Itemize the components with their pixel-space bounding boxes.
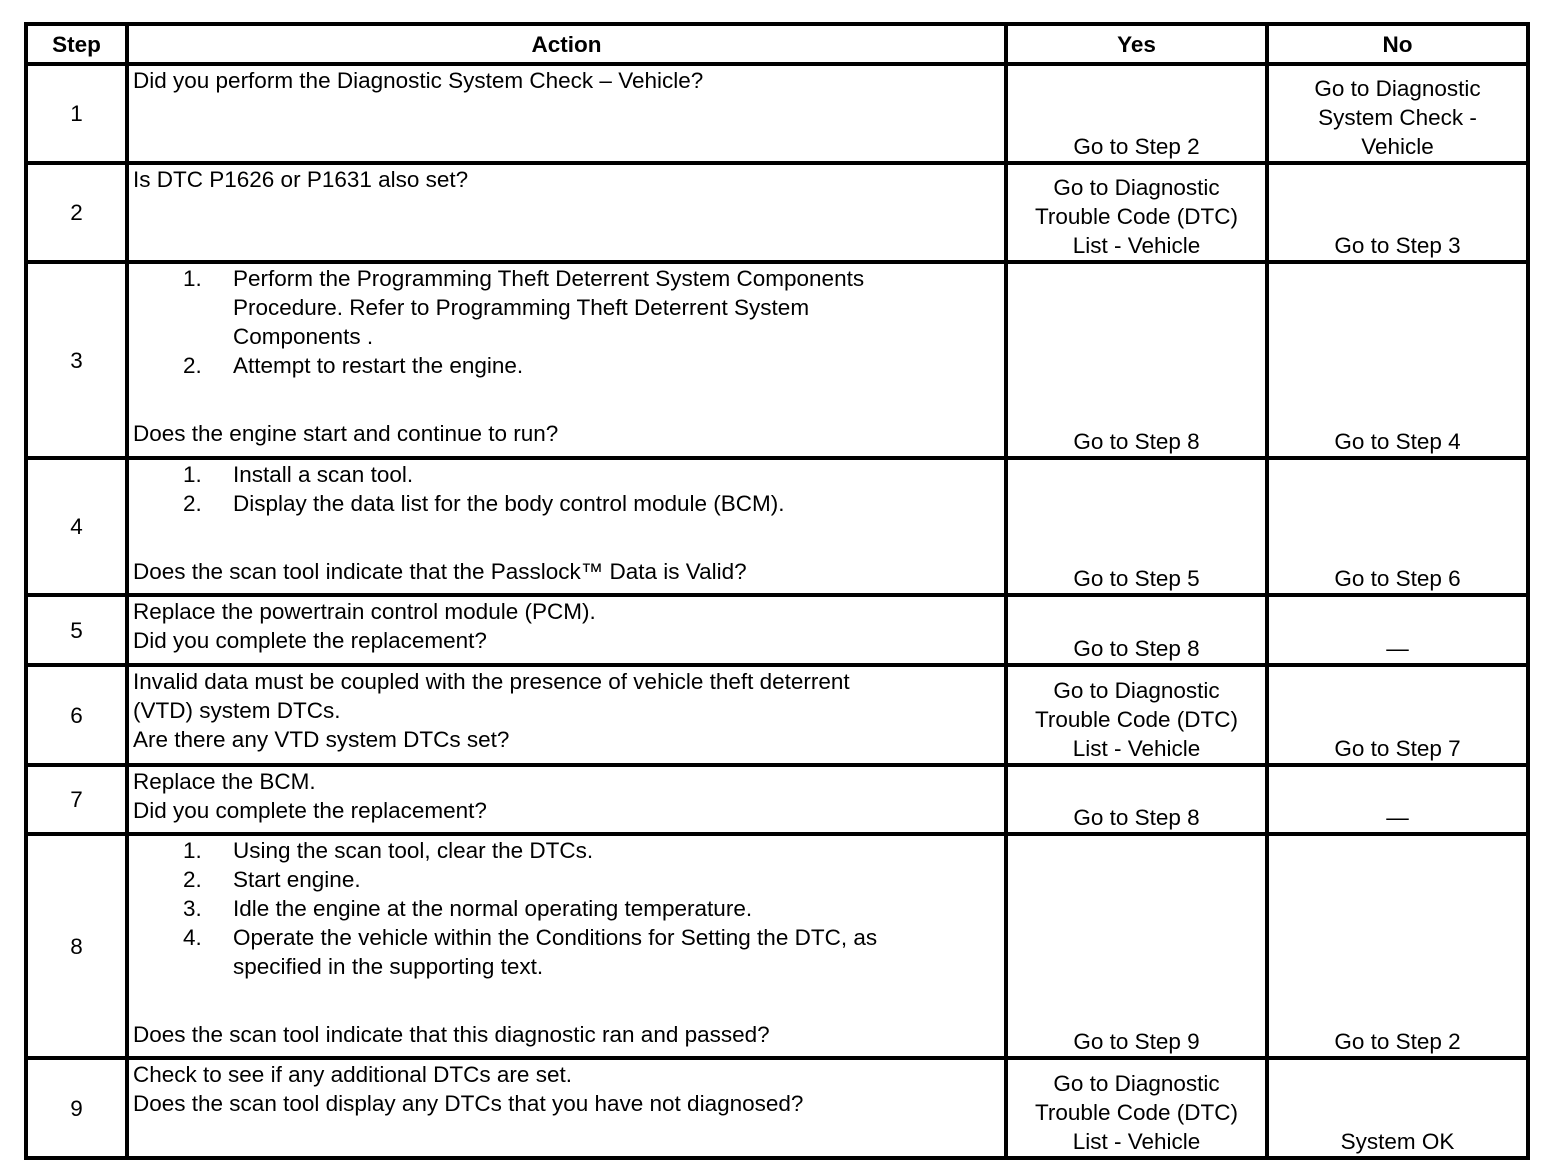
action-text: Check to see if any additional DTCs are set. (133, 1062, 572, 1087)
header-step: Step (26, 24, 127, 64)
action-cell (127, 163, 1006, 262)
no-line: Vehicle (1361, 134, 1434, 159)
no-result: System OK (1340, 1129, 1455, 1154)
diagnostic-table (24, 22, 1530, 1160)
action-text: Replace the BCM. (133, 769, 316, 794)
no-cell (1267, 765, 1528, 834)
table-row (26, 458, 1528, 595)
procedure-text: Components . (233, 324, 374, 349)
action-cell (127, 765, 1006, 834)
procedure-text: Display the data list for the body control module (BCM). (233, 491, 785, 516)
yes-link[interactable]: Go to Step 8 (1073, 429, 1200, 454)
yes-cell (1006, 665, 1267, 765)
step-number: 9 (26, 1058, 127, 1158)
yes-cell (1006, 458, 1267, 595)
step-number: 1 (26, 64, 127, 163)
header-action: Action (127, 24, 1006, 64)
action-cell (127, 665, 1006, 765)
procedure-number: 1. (183, 266, 202, 291)
procedure-text: specified in the supporting text. (233, 954, 544, 979)
yes-link[interactable]: Go to Step 2 (1073, 134, 1200, 159)
action-cell (127, 458, 1006, 595)
no-cell (1267, 665, 1528, 765)
procedure-number: 4. (183, 925, 202, 950)
yes-link[interactable]: Go to Step 8 (1073, 805, 1200, 830)
procedure-number: 1. (183, 838, 202, 863)
step-number: 6 (26, 665, 127, 765)
procedure-list (133, 264, 1000, 380)
table-row (26, 163, 1528, 262)
procedure-step (133, 865, 1000, 894)
procedure-text: Using the scan tool, clear the DTCs. (233, 838, 594, 863)
yes-cell (1006, 262, 1267, 458)
procedure-step (133, 460, 1000, 489)
procedure-number: 2. (183, 491, 202, 516)
action-question: Does the scan tool indicate that the Passlock™ Data is Valid? (133, 559, 747, 584)
yes-line: Trouble Code (DTC) (1035, 707, 1238, 732)
step-number: 8 (26, 834, 127, 1058)
action-cell (127, 834, 1006, 1058)
action-cell (127, 262, 1006, 458)
no-line: System Check - (1318, 105, 1477, 130)
no-cell (1267, 458, 1528, 595)
table-row (26, 834, 1528, 1058)
action-question: Did you perform the Diagnostic System Check – Vehicle? (133, 68, 704, 93)
action-question: Does the scan tool indicate that this diagnostic ran and passed? (133, 1022, 770, 1047)
action-question: Is DTC P1626 or P1631 also set? (133, 167, 469, 192)
procedure-list (133, 836, 1000, 981)
procedure-text: Idle the engine at the normal operating temperature. (233, 896, 753, 921)
table-row (26, 665, 1528, 765)
procedure-text: Perform the Programming Theft Deterrent System Components (233, 266, 865, 291)
no-cell (1267, 1058, 1528, 1158)
yes-link[interactable] (1012, 676, 1261, 763)
yes-line: Trouble Code (DTC) (1035, 204, 1238, 229)
yes-cell (1006, 64, 1267, 163)
table-row (26, 1058, 1528, 1158)
action-cell (127, 1058, 1006, 1158)
yes-link[interactable]: Go to Step 9 (1073, 1029, 1200, 1054)
procedure-text: Attempt to restart the engine. (233, 353, 524, 378)
yes-line: Go to Diagnostic (1053, 1071, 1220, 1096)
yes-line: Trouble Code (DTC) (1035, 1100, 1238, 1125)
table-row (26, 64, 1528, 163)
procedure-step (133, 836, 1000, 865)
step-number: 7 (26, 765, 127, 834)
yes-cell (1006, 1058, 1267, 1158)
no-dash: — (1386, 636, 1409, 661)
no-cell (1267, 64, 1528, 163)
header-row (26, 24, 1528, 64)
action-cell (127, 64, 1006, 163)
no-link[interactable]: Go to Step 3 (1334, 233, 1461, 258)
procedure-text: Install a scan tool. (233, 462, 414, 487)
action-cell (127, 595, 1006, 665)
no-cell (1267, 834, 1528, 1058)
action-text: Replace the powertrain control module (PCM). (133, 599, 596, 624)
procedure-number: 2. (183, 353, 202, 378)
no-link[interactable] (1273, 74, 1522, 161)
yes-cell (1006, 595, 1267, 665)
yes-cell (1006, 834, 1267, 1058)
yes-link[interactable]: Go to Step 8 (1073, 636, 1200, 661)
action-text: (VTD) system DTCs. (133, 698, 341, 723)
procedure-step (133, 489, 1000, 518)
step-number: 3 (26, 262, 127, 458)
no-link[interactable]: Go to Step 7 (1334, 736, 1461, 761)
action-text: Invalid data must be coupled with the presence of vehicle theft deterrent (133, 669, 850, 694)
yes-link[interactable]: Go to Step 5 (1073, 566, 1200, 591)
procedure-number: 2. (183, 867, 202, 892)
action-question: Are there any VTD system DTCs set? (133, 727, 510, 752)
procedure-step (133, 264, 1000, 351)
table-row (26, 595, 1528, 665)
no-dash: — (1386, 805, 1409, 830)
procedure-text: Operate the vehicle within the Conditions for Setting the DTC, as (233, 925, 878, 950)
table-row (26, 765, 1528, 834)
no-link[interactable]: Go to Step 2 (1334, 1029, 1461, 1054)
action-question: Does the engine start and continue to run? (133, 421, 559, 446)
procedure-step (133, 894, 1000, 923)
action-question: Did you complete the replacement? (133, 628, 487, 653)
procedure-step (133, 923, 1000, 981)
header-yes: Yes (1006, 24, 1267, 64)
yes-line: List - Vehicle (1072, 233, 1201, 258)
no-cell (1267, 262, 1528, 458)
yes-line: Go to Diagnostic (1053, 678, 1220, 703)
step-number: 2 (26, 163, 127, 262)
step-number: 4 (26, 458, 127, 595)
action-question: Does the scan tool display any DTCs that you have not diagnosed? (133, 1091, 804, 1116)
yes-cell (1006, 163, 1267, 262)
yes-line: List - Vehicle (1072, 736, 1201, 761)
yes-line: Go to Diagnostic (1053, 175, 1220, 200)
table-row (26, 262, 1528, 458)
step-number: 5 (26, 595, 127, 665)
procedure-text: Start engine. (233, 867, 361, 892)
header-no: No (1267, 24, 1528, 64)
no-cell (1267, 595, 1528, 665)
yes-link[interactable] (1012, 173, 1261, 260)
procedure-number: 1. (183, 462, 202, 487)
procedure-list (133, 460, 1000, 518)
no-line: Go to Diagnostic (1314, 76, 1481, 101)
no-link[interactable]: Go to Step 4 (1334, 429, 1461, 454)
yes-cell (1006, 765, 1267, 834)
procedure-number: 3. (183, 896, 202, 921)
yes-line: List - Vehicle (1072, 1129, 1201, 1154)
no-cell (1267, 163, 1528, 262)
no-link[interactable]: Go to Step 6 (1334, 566, 1461, 591)
action-question: Did you complete the replacement? (133, 798, 487, 823)
procedure-step (133, 351, 1000, 380)
yes-link[interactable] (1012, 1069, 1261, 1156)
procedure-text: Procedure. Refer to Programming Theft Deterrent System (233, 295, 810, 320)
